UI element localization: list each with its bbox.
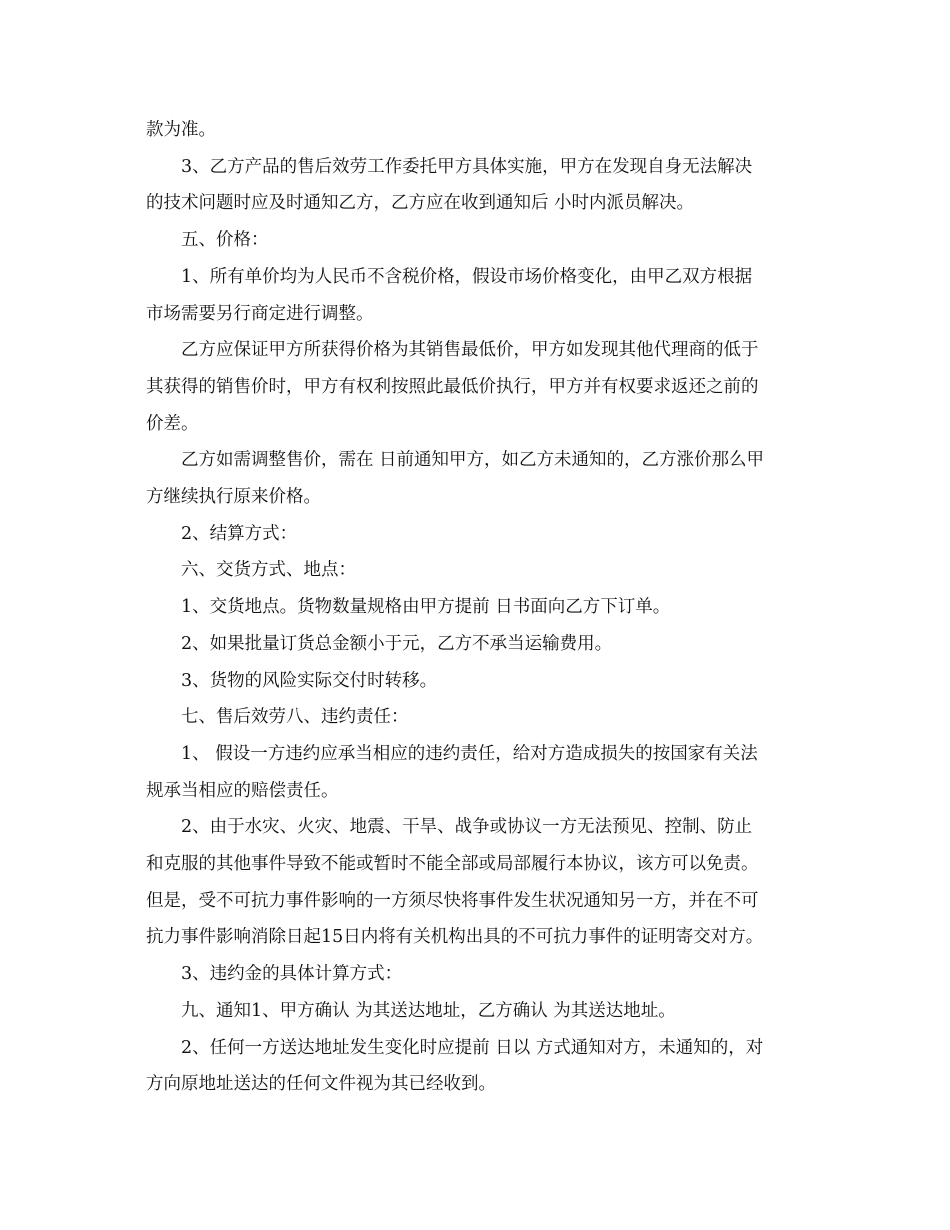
- paragraph: [146, 736, 806, 809]
- text-line: 规承当相应的赔偿责任。: [146, 780, 339, 801]
- paragraph: [146, 1030, 806, 1103]
- text-line: 乙方如需调整售价，需在 日前通知甲方，如乙方未通知的，乙方涨价那么甲: [181, 450, 765, 471]
- paragraph: [146, 663, 806, 700]
- text-line: 九、通知1、甲方确认 为其送达地址，乙方确认 为其送达地址。: [181, 1000, 676, 1021]
- paragraph: [146, 589, 806, 626]
- text-line: 3、货物的风险实际交付时转移。: [181, 670, 438, 691]
- text-line: 2、由于水灾、火灾、地震、干旱、战争或协议一方无法预见、控制、防止: [181, 817, 753, 838]
- text-line: 方继续执行原来价格。: [146, 487, 321, 508]
- paragraph: [146, 149, 806, 222]
- paragraph: [146, 259, 806, 332]
- text-line: 3、乙方产品的售后效劳工作委托甲方具体实施，甲方在发现自身无法解决: [181, 156, 753, 177]
- text-line: 抗力事件影响消除日起15日内将有关机构出具的不可抗力事件的证明寄交对方。: [146, 927, 764, 948]
- section-heading: [146, 552, 806, 589]
- text-line: 和克服的其他事件导致不能或暂时不能全部或局部履行本协议，该方可以免责。: [146, 854, 759, 875]
- text-line: 价差。: [146, 413, 199, 434]
- text-line: 款为准。: [146, 120, 216, 140]
- section-heading: [146, 699, 806, 736]
- paragraph: [146, 956, 806, 993]
- paragraph: [146, 809, 806, 956]
- paragraph: [146, 516, 806, 553]
- text-line: 七、售后效劳八、违约责任：: [181, 707, 409, 728]
- text-line: 1、所有单价均为人民币不含税价格，假设市场价格变化，由甲乙双方根据: [181, 266, 753, 287]
- text-line: 乙方应保证甲方所获得价格为其销售最低价，甲方如发现其他代理商的低于: [181, 340, 759, 361]
- text-line: 其获得的销售价时，甲方有权利按照此最低价执行，甲方并有权要求返还之前的: [146, 376, 759, 397]
- text-line: 1、 假设一方违约应承当相应的违约责任，给对方造成损失的按国家有关法: [181, 743, 758, 764]
- text-line: 的技术问题时应及时通知乙方，乙方应在收到通知后 小时内派员解决。: [146, 193, 695, 214]
- text-line: 2、如果批量订货总金额小于元，乙方不承当运输费用。: [181, 633, 613, 654]
- paragraph: [146, 626, 806, 663]
- text-line: 3、违约金的具体计算方式：: [181, 964, 403, 985]
- text-line: 2、任何一方送达地址发生变化时应提前 日以 方式通知对方，未通知的，对: [181, 1037, 764, 1058]
- paragraph: [146, 442, 806, 515]
- text-line: 2、结算方式：: [181, 523, 298, 544]
- paragraph: [146, 112, 806, 149]
- section-heading: [146, 993, 806, 1030]
- text-line: 市场需要另行商定进行调整。: [146, 303, 374, 324]
- section-heading: [146, 222, 806, 259]
- text-line: 但是，受不可抗力事件影响的一方须尽快将事件发生状况通知另一方，并在不可: [146, 890, 759, 911]
- text-line: 六、交货方式、地点：: [181, 560, 356, 581]
- text-line: 方向原地址送达的任何文件视为其已经收到。: [146, 1074, 496, 1095]
- text-line: 五、价格：: [181, 230, 269, 251]
- document-body: [146, 112, 806, 1103]
- paragraph: [146, 332, 806, 442]
- text-line: 1、交货地点。货物数量规格由甲方提前 日书面向乙方下订单。: [181, 597, 671, 618]
